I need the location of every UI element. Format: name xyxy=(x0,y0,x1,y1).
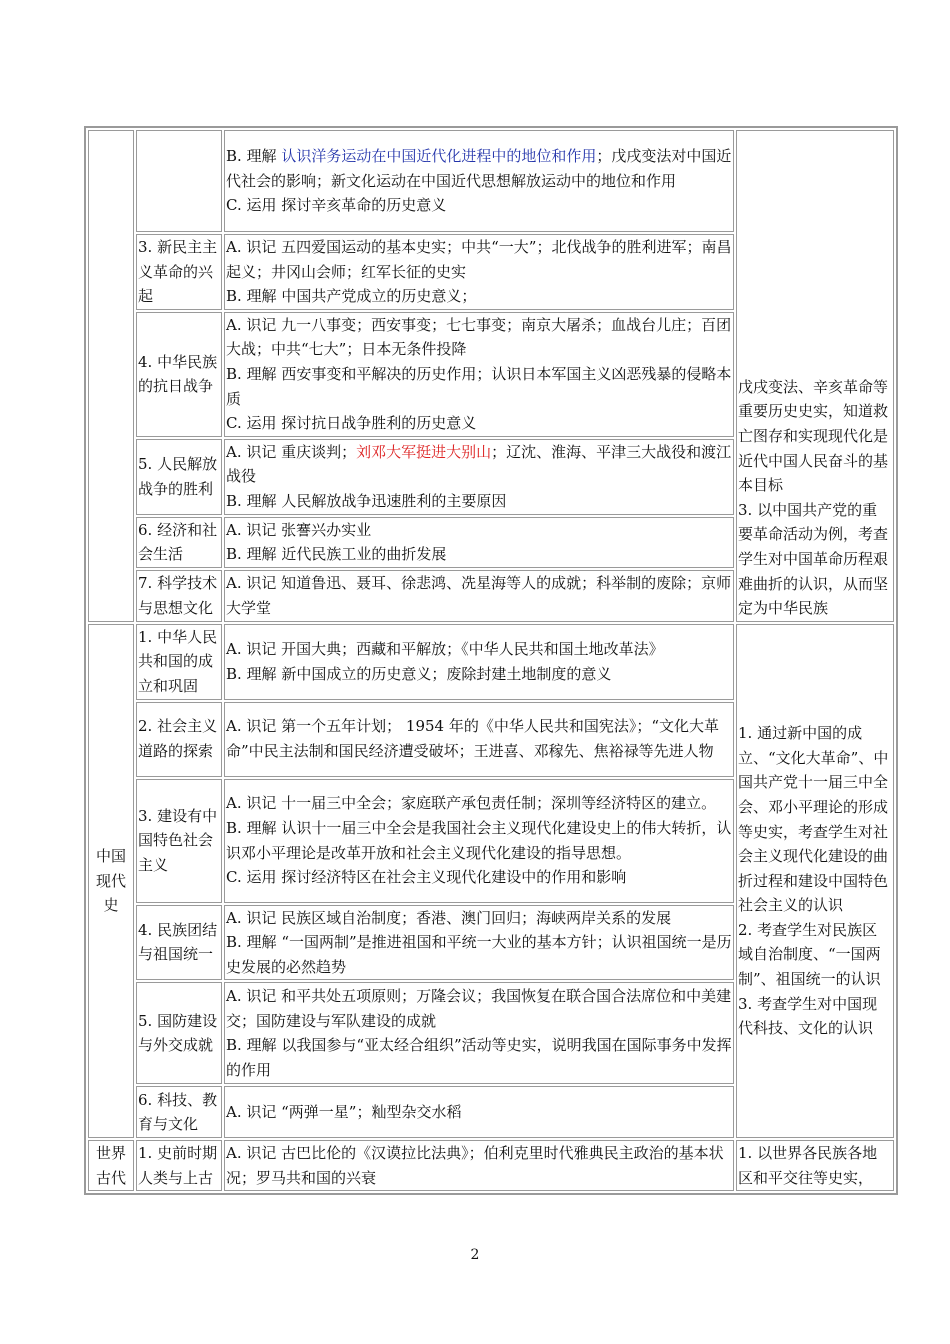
content-text: A. 识记 古巴比伦的《汉谟拉比法典》；伯利克里时代雅典民主政治的基本状况；罗马共和国的兴衰 xyxy=(226,1144,724,1187)
content-cell xyxy=(224,905,734,981)
content-line xyxy=(226,906,732,931)
content-line xyxy=(226,313,732,362)
content-text: A. 识记 知道鲁迅、聂耳、徐悲鸿、冼星海等人的成就；科举制的废除；京师大学堂 xyxy=(226,574,732,617)
content-text: A. 识记 九一八事变；西安事变；七七事变；南京大屠杀；血战台儿庄；百团大战；中共“七大”；日本无条件投降 xyxy=(226,315,732,359)
content-cell xyxy=(224,570,734,622)
topic-cell: 2. 社会主义道路的探索 xyxy=(136,702,222,777)
highlight-red-text: 刘邓大军挺进大别山 xyxy=(356,442,492,461)
goals-cell xyxy=(736,130,894,622)
content-text: B. 理解 人民解放战争迅速胜利的主要原因 xyxy=(226,491,507,510)
content-text: A. 识记 “两弹一星”；籼型杂交水稻 xyxy=(226,1102,462,1121)
goals-text: 1. 通过新中国的成立、“文化大革命”、中国共产党十一届三中全会、邓小平理论的形成等史实，考查学生对社会主义现代化建设的曲折过程和建设中国特色社会主义的认识 2. 考查学生对民族区域自治制度、“一国两制”、祖国统一的认识 3. 考查学生对中国现代科技、文化的认识 xyxy=(738,724,889,1038)
content-line xyxy=(226,411,732,436)
content-text: B. 理解 西安事变和平解决的历史作用；认识日本军国主义凶恶残暴的侵略本质 xyxy=(226,364,732,408)
content-line xyxy=(226,930,732,979)
content-text: A. 识记 开国大典；西藏和平解放；《中华人民共和国土地改革法》 xyxy=(226,640,664,659)
period-cell xyxy=(88,130,134,622)
period-cell: 中国现代史 xyxy=(88,624,134,1139)
content-line xyxy=(226,791,732,816)
content-line xyxy=(226,1141,732,1190)
content-text: C. 运用 探讨辛亥革命的历史意义 xyxy=(226,196,447,215)
content-text: A. 识记 五四爱国运动的基本史实；中共“一大”；北伐战争的胜利进军；南昌起义；井冈山会师；红军长征的史实 xyxy=(226,238,732,281)
content-text: B. 理解 以我国参与“亚太经合组织”活动等史实，说明我国在国际事务中发挥的作用 xyxy=(226,1036,732,1079)
content-text: ；辽沈、淮海、平津三大战役和渡江战役 xyxy=(226,442,732,486)
table-row xyxy=(88,624,894,700)
content-line xyxy=(226,362,732,411)
goals-text: 1. 以世界各民族各地区和平交往等史实， xyxy=(738,1144,878,1187)
content-text: B. 理解 xyxy=(226,147,282,166)
content-text: A. 识记 重庆谈判； xyxy=(226,442,357,461)
content-cell xyxy=(224,1140,734,1191)
topic-cell: 3. 新民主主义革命的兴起 xyxy=(136,234,222,310)
highlight-blue-text: 认识洋务运动在中国近代化进程中的地位和作用 xyxy=(281,147,597,166)
content-text: B. 理解 中国共产党成立的历史意义； xyxy=(226,287,477,306)
content-cell xyxy=(224,517,734,568)
content-text: B. 理解 近代民族工业的曲折发展 xyxy=(226,545,447,564)
content-line xyxy=(226,1033,732,1082)
content-cell xyxy=(224,234,734,310)
content-cell xyxy=(224,1086,734,1138)
content-cell xyxy=(224,624,734,700)
topic-cell: 4. 民族团结与祖国统一 xyxy=(136,905,222,981)
topic-cell: 7. 科学技术与思想文化 xyxy=(136,570,222,622)
content-cell xyxy=(224,982,734,1084)
topic-cell: 5. 人民解放战争的胜利 xyxy=(136,439,222,515)
content-line xyxy=(226,865,732,890)
content-line xyxy=(226,571,732,620)
topic-cell: 6. 经济和社会生活 xyxy=(136,517,222,568)
content-line xyxy=(226,193,732,218)
topic-cell: 6. 科技、教育与文化 xyxy=(136,1086,222,1138)
content-line xyxy=(226,284,732,309)
content-text: A. 识记 和平共处五项原则；万隆会议；我国恢复在联合国合法席位和中美建交；国防建设与军队建设的成就 xyxy=(226,987,732,1030)
table-row xyxy=(88,130,894,232)
topic-cell: 5. 国防建设与外交成就 xyxy=(136,982,222,1084)
content-line xyxy=(226,440,732,489)
content-line xyxy=(226,542,732,567)
content-line xyxy=(226,518,732,543)
content-line xyxy=(226,714,732,763)
content-cell xyxy=(224,702,734,777)
content-text: B. 理解 新中国成立的历史意义；废除封建土地制度的意义 xyxy=(226,664,612,683)
content-line xyxy=(226,1100,732,1125)
content-line xyxy=(226,984,732,1033)
topic-cell: 1. 中华人民共和国的成立和巩固 xyxy=(136,624,222,700)
topic-cell xyxy=(136,130,222,232)
table-row xyxy=(88,1140,894,1191)
goals-cell xyxy=(736,1140,894,1191)
content-text: A. 识记 十一届三中全会；家庭联产承包责任制；深圳等经济特区的建立。 xyxy=(226,794,717,813)
content-text: C. 运用 探讨经济特区在社会主义现代化建设中的作用和影响 xyxy=(226,868,627,887)
content-cell xyxy=(224,312,734,437)
topic-cell: 3. 建设有中国特色社会主义 xyxy=(136,779,222,903)
goals-cell xyxy=(736,624,894,1139)
content-line xyxy=(226,637,732,662)
page-number: 2 xyxy=(470,1247,480,1263)
content-text: ；戊戌变法对中国近代社会的影响；新文化运动在中国近代思想解放运动中的地位和作用 xyxy=(226,147,732,190)
content-text: B. 理解 认识十一届三中全会是我国社会主义现代化建设史上的伟大转折，认识邓小平理论是改革开放和社会主义现代化建设的指导思想。 xyxy=(226,818,732,862)
content-cell xyxy=(224,130,734,232)
content-text: A. 识记 张謇兴办实业 xyxy=(226,520,372,539)
period-cell: 世界古代 xyxy=(88,1140,134,1191)
content-text: C. 运用 探讨抗日战争胜利的历史意义 xyxy=(226,414,477,433)
content-line xyxy=(226,235,732,284)
content-line xyxy=(226,662,732,687)
topic-cell: 1. 史前时期人类与上古 xyxy=(136,1140,222,1191)
goals-text: 戊戌变法、辛亥革命等重要历史史实，知道救亡图存和实现现代化是近代中国人民奋斗的基本目标 3. 以中国共产党的重要革命活动为例，考查学生对中国革命历程艰难曲折的认识，从而坚定为中华民族 xyxy=(738,377,889,618)
content-text: A. 识记 民族区域自治制度；香港、澳门回归；海峡两岸关系的发展 xyxy=(226,908,672,927)
syllabus-table xyxy=(84,126,898,1195)
content-cell xyxy=(224,779,734,903)
content-line xyxy=(226,816,732,865)
content-text: B. 理解 “一国两制”是推进祖国和平统一大业的基本方针；认识祖国统一是历史发展的必然趋势 xyxy=(226,933,732,976)
content-text: A. 识记 第一个五年计划； 1954 年的《中华人民共和国宪法》；“文化大革命”中民主法制和国民经济遭受破坏；王进喜、邓稼先、焦裕禄等先进人物 xyxy=(226,717,720,760)
content-line xyxy=(226,144,732,193)
topic-cell: 4. 中华民族的抗日战争 xyxy=(136,312,222,437)
content-cell xyxy=(224,439,734,515)
content-line xyxy=(226,489,732,514)
